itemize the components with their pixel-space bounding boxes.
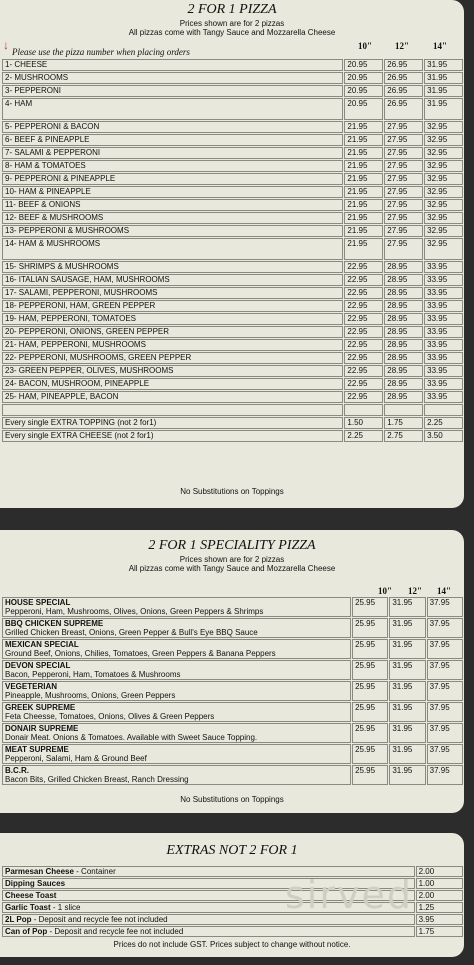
price-cell: 1.00 [416,878,463,889]
extra-name-cell [2,926,415,937]
price-cell: 25.95 [352,597,388,617]
price-cell: 32.95 [424,186,463,198]
speciality-name: GREEK SUPREME [5,703,76,712]
speciality-description: Feta Cheesse, Tomatoes, Onions, Olives & Green Peppers [5,712,215,721]
price-cell: 21.95 [344,199,383,211]
price-cell: 31.95 [424,85,463,97]
pizza-name-cell: 20- PEPPERONI, ONIONS, GREEN PEPPER [2,326,343,338]
price-cell: 27.95 [384,147,423,159]
price-cell: 27.95 [384,186,423,198]
speciality-description: Pepperoni, Salami, Ham & Ground Beef [5,754,147,763]
price-cell: 33.95 [424,391,463,403]
size-12-header: 12" [395,41,409,51]
table-row [2,378,463,390]
price-cell: 25.95 [352,639,388,659]
price-cell: 25.95 [352,702,388,722]
table-row [2,618,463,638]
price-cell: 25.95 [352,723,388,743]
price-cell: 37.95 [427,702,463,722]
table-row [2,639,463,659]
price-cell: 33.95 [424,274,463,286]
price-cell: 3.95 [416,914,463,925]
pizza-name-cell: 15- SHRIMPS & MUSHROOMS [2,261,343,273]
price-cell [424,404,463,416]
pizza-name-cell: 11- BEEF & ONIONS [2,199,343,211]
speciality-description: Ground Beef, Onions, Chilies, Tomatoes, Green Peppers & Banana Peppers [5,649,276,658]
price-cell: 22.95 [344,391,383,403]
price-cell: 33.95 [424,365,463,377]
pizza-name-cell: Every single EXTRA TOPPING (not 2 for1) [2,417,343,429]
price-cell: 32.95 [424,173,463,185]
table-row [2,98,463,120]
price-cell: 22.95 [344,300,383,312]
price-cell: 21.95 [344,147,383,159]
speciality-name-cell [2,702,351,722]
table-row [2,702,463,722]
table-row [2,59,463,71]
price-cell: 3.50 [424,430,463,442]
speciality-name: B.C.R. [5,766,29,775]
extra-description: - 1 slice [50,903,81,912]
speciality-name-cell [2,744,351,764]
price-cell: 28.95 [384,274,423,286]
table-row [2,660,463,680]
table-row [2,765,463,785]
table-row [2,744,463,764]
order-instruction: Please use the pizza number when placing orders [12,47,190,57]
price-cell: 20.95 [344,59,383,71]
table-row [2,238,463,260]
price-cell: 26.95 [384,98,423,120]
speciality-name-cell [2,639,351,659]
table-row [2,404,463,416]
pizza-name-cell: 22- PEPPERONI, MUSHROOMS, GREEN PEPPER [2,352,343,364]
price-cell: 25.95 [352,765,388,785]
pizza-name-cell: 3- PEPPERONI [2,85,343,97]
pizza-name-cell: 16- ITALIAN SAUSAGE, HAM, MUSHROOMS [2,274,343,286]
speciality-name: DEVON SPECIAL [5,661,71,670]
speciality-description: Pepperoni, Ham, Mushrooms, Olives, Onions, Green Peppers & Shrimps [5,607,264,616]
price-cell: 33.95 [424,378,463,390]
extra-name: Cheese Toast [5,891,57,900]
price-cell: 28.95 [384,287,423,299]
pizza-name-cell: 7- SALAMI & PEPPERONI [2,147,343,159]
table-row [2,417,463,429]
pizza-name-cell: 17- SALAMI, PEPPERONI, MUSHROOMS [2,287,343,299]
price-cell: 28.95 [384,352,423,364]
price-cell: 22.95 [344,261,383,273]
price-cell: 22.95 [344,274,383,286]
price-cell: 21.95 [344,121,383,133]
table-row [2,134,463,146]
price-cell: 32.95 [424,147,463,159]
price-cell: 21.95 [344,212,383,224]
price-cell: 22.95 [344,326,383,338]
price-cell: 22.95 [344,339,383,351]
table-row [2,926,463,937]
price-cell: 28.95 [384,391,423,403]
table-row [2,274,463,286]
pizza-name-cell: 10- HAM & PINEAPPLE [2,186,343,198]
table-row [2,300,463,312]
table-row [2,313,463,325]
table-row [2,121,463,133]
price-cell: 31.95 [424,59,463,71]
speciality-description: Donair Meat. Onions & Tomatoes. Available with Sweet Sauce Topping. [5,733,258,742]
price-cell: 25.95 [352,618,388,638]
price-cell: 28.95 [384,313,423,325]
price-cell: 1.75 [416,926,463,937]
price-cell: 2.00 [416,890,463,901]
pizza-name-cell: 18- PEPPERONI, HAM, GREEN PEPPER [2,300,343,312]
table-row [2,339,463,351]
price-cell: 2.75 [384,430,423,442]
price-cell: 25.95 [352,681,388,701]
extras-note: Prices do not include GST. Prices subject to change without notice. [113,940,351,949]
speciality-name-cell [2,681,351,701]
speciality-title: 2 FOR 1 SPECIALITY PIZZA [148,538,316,553]
price-cell: 33.95 [424,261,463,273]
price-cell: 27.95 [384,199,423,211]
price-cell: 20.95 [344,85,383,97]
table-row [2,186,463,198]
price-cell: 22.95 [344,313,383,325]
price-cell: 32.95 [424,121,463,133]
table-row [2,225,463,237]
price-cell: 37.95 [427,597,463,617]
pizza-price-table [1,58,464,443]
pizza-name-cell: 9- PEPPERONI & PINEAPPLE [2,173,343,185]
price-cell: 32.95 [424,225,463,237]
price-cell: 27.95 [384,134,423,146]
speciality-description: Pineapple, Mushrooms, Onions, Green Peppers [5,691,176,700]
price-cell: 27.95 [384,212,423,224]
table-row [2,597,463,617]
watermark-logo: sirved [285,873,413,917]
price-cell: 21.95 [344,225,383,237]
price-cell: 28.95 [384,365,423,377]
price-cell: 25.95 [352,660,388,680]
price-cell: 32.95 [424,160,463,172]
speciality-name: BBQ CHICKEN SUPREME [5,619,104,628]
price-cell: 31.95 [424,98,463,120]
price-cell: 31.95 [389,660,425,680]
price-cell: 37.95 [427,681,463,701]
price-cell: 32.95 [424,134,463,146]
pizza-subtitle-1: Prices shown are for 2 pizzas [179,19,285,28]
table-row [2,212,463,224]
price-cell: 26.95 [384,72,423,84]
price-cell: 25.95 [352,744,388,764]
price-cell: 31.95 [389,597,425,617]
price-cell: 28.95 [384,300,423,312]
table-row [2,430,463,442]
price-cell [344,404,383,416]
pizza-name-cell: 2- MUSHROOMS [2,72,343,84]
price-cell: 32.95 [424,212,463,224]
speciality-price-table [1,596,464,786]
table-row [2,199,463,211]
table-row [2,681,463,701]
table-row [2,287,463,299]
sp-size-12-header: 12" [408,586,422,596]
pizza-name-cell: 24- BACON, MUSHROOM, PINEAPPLE [2,378,343,390]
pizza-title: 2 FOR 1 PIZZA [187,2,277,17]
table-row [2,147,463,159]
price-cell: 37.95 [427,639,463,659]
speciality-panel [0,530,464,813]
table-row [2,85,463,97]
extras-panel [0,833,464,957]
price-cell: 31.95 [389,765,425,785]
extra-name: Can of Pop [5,927,48,936]
speciality-name-cell [2,618,351,638]
price-cell: 27.95 [384,121,423,133]
price-cell: 28.95 [384,339,423,351]
sp-size-10-header: 10" [378,586,392,596]
price-cell: 22.95 [344,287,383,299]
price-cell: 26.95 [384,85,423,97]
pizza-name-cell: 19- HAM, PEPPERONI, TOMATOES [2,313,343,325]
pizza-name-cell: 14- HAM & MUSHROOMS [2,238,343,260]
price-cell: 2.25 [424,417,463,429]
pizza-name-cell: 25- HAM, PINEAPPLE, BACON [2,391,343,403]
price-cell: 31.95 [424,72,463,84]
table-row [2,365,463,377]
extra-description: - Deposit and recycle fee not included [31,915,168,924]
extras-title: EXTRAS NOT 2 FOR 1 [166,843,298,858]
price-cell: 37.95 [427,744,463,764]
price-cell: 22.95 [344,352,383,364]
pizza-name-cell: 8- HAM & TOMATOES [2,160,343,172]
speciality-name: MEXICAN SPECIAL [5,640,79,649]
speciality-name: DONAIR SUPREME [5,724,79,733]
pizza-name-cell: 1- CHEESE [2,59,343,71]
speciality-name: HOUSE SPECIAL [5,598,71,607]
price-cell: 31.95 [389,723,425,743]
pizza-name-cell: 5- PEPPERONI & BACON [2,121,343,133]
price-cell: 31.95 [389,702,425,722]
price-cell: 2.00 [416,866,463,877]
price-cell: 33.95 [424,339,463,351]
price-cell: 33.95 [424,352,463,364]
price-cell: 37.95 [427,618,463,638]
price-cell: 27.95 [384,160,423,172]
price-cell: 33.95 [424,326,463,338]
price-cell: 21.95 [344,186,383,198]
speciality-subtitle-2: All pizzas come with Tangy Sauce and Mozzarella Cheese [128,564,336,573]
speciality-note: No Substitutions on Toppings [180,795,284,804]
table-row [2,173,463,185]
price-cell: 27.95 [384,225,423,237]
speciality-name-cell [2,660,351,680]
table-row [2,326,463,338]
pizza-name-cell: 21- HAM, PEPPERONI, MUSHROOMS [2,339,343,351]
price-cell: 31.95 [389,681,425,701]
price-cell: 20.95 [344,98,383,120]
size-10-header: 10" [358,41,372,51]
price-cell: 28.95 [384,261,423,273]
sp-size-14-header: 14" [437,586,451,596]
speciality-name-cell [2,597,351,617]
price-cell: 33.95 [424,300,463,312]
price-cell: 26.95 [384,59,423,71]
pizza-name-cell: 4- HAM [2,98,343,120]
price-cell: 28.95 [384,378,423,390]
price-cell: 31.95 [389,744,425,764]
table-row [2,160,463,172]
price-cell: 28.95 [384,326,423,338]
table-row [2,352,463,364]
price-cell: 27.95 [384,238,423,260]
price-cell: 22.95 [344,378,383,390]
price-cell: 21.95 [344,160,383,172]
pizza-note: No Substitutions on Toppings [180,487,284,496]
price-cell: 31.95 [389,639,425,659]
extra-name: Dipping Sauces [5,879,66,888]
speciality-description: Grilled Chicken Breast, Onions, Green Pepper & Bull's Eye BBQ Sauce [5,628,258,637]
price-cell: 27.95 [384,173,423,185]
pizza-subtitle-2: All pizzas come with Tangy Sauce and Mozzarella Cheese [128,28,336,37]
extra-description: - Container [73,867,116,876]
price-cell: 20.95 [344,72,383,84]
price-cell [384,404,423,416]
pizza-name-cell [2,404,343,416]
table-row [2,72,463,84]
pizza-name-cell: 23- GREEN PEPPER, OLIVES, MUSHROOMS [2,365,343,377]
pizza-name-cell: Every single EXTRA CHEESE (not 2 for1) [2,430,343,442]
extra-name: Garlic Toast [5,903,51,912]
price-cell: 21.95 [344,173,383,185]
extra-description: - Deposit and recycle fee not included [47,927,184,936]
price-cell: 37.95 [427,723,463,743]
table-row [2,391,463,403]
arrow-down-icon: ↓ [3,38,9,52]
price-cell: 1.50 [344,417,383,429]
price-cell: 2.25 [344,430,383,442]
price-cell: 37.95 [427,660,463,680]
speciality-name-cell [2,765,351,785]
table-row [2,723,463,743]
speciality-description: Bacon Bits, Grilled Chicken Breast, Ranch Dressing [5,775,189,784]
extra-name: Parmesan Cheese [5,867,74,876]
price-cell: 21.95 [344,134,383,146]
price-cell: 33.95 [424,313,463,325]
price-cell: 32.95 [424,199,463,211]
speciality-name-cell [2,723,351,743]
table-row [2,261,463,273]
pizza-name-cell: 12- BEEF & MUSHROOMS [2,212,343,224]
pizza-name-cell: 6- BEEF & PINEAPPLE [2,134,343,146]
speciality-name: MEAT SUPREME [5,745,69,754]
price-cell: 32.95 [424,238,463,260]
speciality-subtitle-1: Prices shown are for 2 pizzas [179,555,285,564]
price-cell: 37.95 [427,765,463,785]
price-cell: 1.75 [384,417,423,429]
speciality-name: VEGETERIAN [5,682,58,691]
price-cell: 21.95 [344,238,383,260]
price-cell: 22.95 [344,365,383,377]
price-cell: 33.95 [424,287,463,299]
pizza-name-cell: 13- PEPPERONI & MUSHROOMS [2,225,343,237]
extra-name: 2L Pop [5,915,32,924]
speciality-description: Bacon, Pepperoni, Ham, Tomatoes & Mushrooms [5,670,181,679]
price-cell: 31.95 [389,618,425,638]
price-cell: 1.25 [416,902,463,913]
size-14-header: 14" [433,41,447,51]
